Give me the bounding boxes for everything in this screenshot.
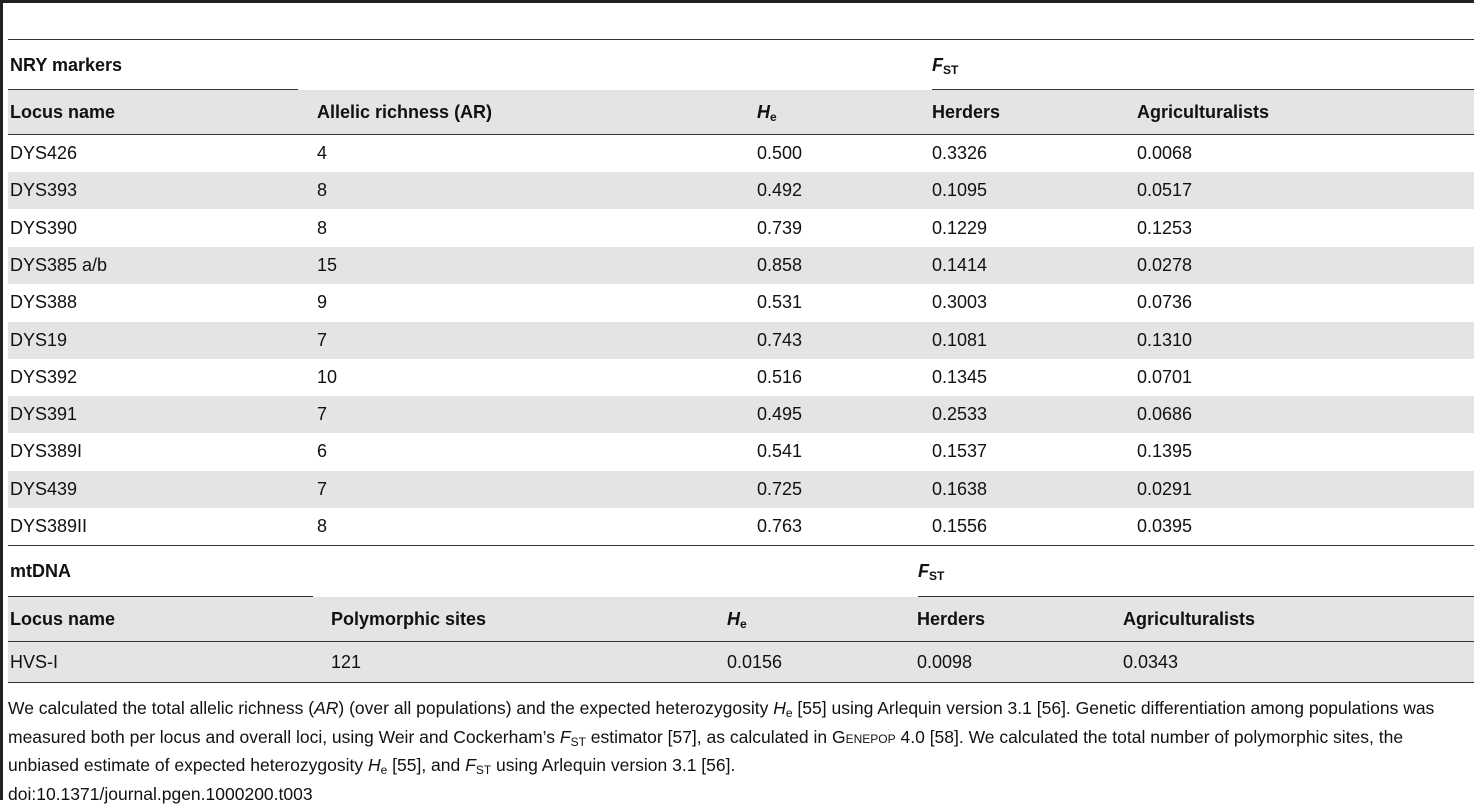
nry-header-ar: Allelic richness (AR) (317, 90, 492, 134)
mtdna-header-herders: Herders (917, 597, 985, 641)
nry-locus-cell: DYS389I (10, 433, 82, 470)
nry-he-cell: 0.492 (757, 172, 802, 209)
nry-locus-cell: DYS392 (10, 359, 77, 396)
table-row (8, 508, 1474, 545)
nry-ar-cell: 8 (317, 172, 327, 209)
mtdna-header-agri: Agriculturalists (1123, 597, 1255, 641)
nry-herders-cell: 0.1229 (932, 210, 987, 247)
nry-ar-cell: 10 (317, 359, 337, 396)
nry-locus-cell: DYS390 (10, 210, 77, 247)
nry-herders-cell: 0.1414 (932, 247, 987, 284)
nry-locus-cell: DYS439 (10, 471, 77, 508)
mtdna-section-label: mtDNA (10, 546, 71, 596)
mtdna-header-sites: Polymorphic sites (331, 597, 486, 641)
mtdna-he-cell: 0.0156 (727, 642, 782, 682)
nry-agri-cell: 0.1395 (1137, 433, 1192, 470)
nry-he-cell: 0.531 (757, 284, 802, 321)
nry-fst-label: $F_{ST}$ (932, 40, 958, 90)
nry-ar-cell: 7 (317, 471, 327, 508)
nry-herders-cell: 0.1638 (932, 471, 987, 508)
nry-he-cell: 0.858 (757, 247, 802, 284)
table-bottom-rule (8, 682, 1474, 683)
nry-locus-cell: DYS393 (10, 172, 77, 209)
nry-ar-cell: 8 (317, 210, 327, 247)
nry-header-herders: Herders (932, 90, 1000, 134)
mtdna-header-row (8, 597, 1474, 641)
nry-header-agri: Agriculturalists (1137, 90, 1269, 134)
nry-agri-cell: 0.0736 (1137, 284, 1192, 321)
mtdna-header-locus: Locus name (10, 597, 115, 641)
table-row (8, 172, 1474, 209)
table-row (8, 135, 1474, 172)
nry-herders-cell: 0.3003 (932, 284, 987, 321)
nry-section-label: NRY markers (10, 40, 122, 90)
nry-he-cell: 0.739 (757, 210, 802, 247)
table-row (8, 433, 1474, 470)
mtdna-header-he: $H_e$ (727, 597, 747, 641)
nry-herders-cell: 0.1081 (932, 322, 987, 359)
nry-herders-cell: 0.1345 (932, 359, 987, 396)
footnote-text: We calculated the total allelic richness (AR) (over all populations) and the expected heterozygosity $H_e$ [55] using Arlequin version 3.1 [56]. Genetic differentiation among populations was measured both per locus and overall loci, using Weir and Cockerham’s $F_{ST}$ estimator [57], as calculated in Genepop 4.0 [58]. We calculated the total number of polymorphic sites, the unbiased estimate of expected heterozygosity $H_e$ [55], and $F_{ST}$ using Arlequin version 3.1 [56]. (8, 697, 1470, 783)
nry-herders-cell: 0.1095 (932, 172, 987, 209)
nry-ar-cell: 6 (317, 433, 327, 470)
table-row (8, 471, 1474, 508)
left-border (0, 0, 3, 800)
nry-agri-cell: 0.0278 (1137, 247, 1192, 284)
nry-herders-cell: 0.1556 (932, 508, 987, 545)
nry-ar-cell: 7 (317, 322, 327, 359)
table-row (8, 642, 1474, 682)
nry-herders-cell: 0.3326 (932, 135, 987, 172)
table-row (8, 247, 1474, 284)
table-row (8, 359, 1474, 396)
nry-ar-cell: 9 (317, 284, 327, 321)
nry-agri-cell: 0.0701 (1137, 359, 1192, 396)
nry-header-he: $H_e$ (757, 90, 777, 134)
mtdna-herders-cell: 0.0098 (917, 642, 972, 682)
nry-agri-cell: 0.0517 (1137, 172, 1192, 209)
mtdna-section-row (8, 546, 1474, 596)
table-row (8, 396, 1474, 433)
nry-header-locus: Locus name (10, 90, 115, 134)
nry-locus-cell: DYS388 (10, 284, 77, 321)
nry-he-cell: 0.500 (757, 135, 802, 172)
nry-ar-cell: 15 (317, 247, 337, 284)
nry-section-row (8, 40, 1474, 90)
nry-agri-cell: 0.1310 (1137, 322, 1192, 359)
table-footnote (8, 697, 1470, 806)
nry-header-row (8, 90, 1474, 134)
nry-ar-cell: 4 (317, 135, 327, 172)
nry-he-cell: 0.495 (757, 396, 802, 433)
table-row (8, 322, 1474, 359)
nry-locus-cell: DYS426 (10, 135, 77, 172)
nry-agri-cell: 0.1253 (1137, 210, 1192, 247)
nry-herders-cell: 0.1537 (932, 433, 987, 470)
top-border (0, 0, 1474, 3)
nry-he-cell: 0.725 (757, 471, 802, 508)
nry-he-cell: 0.516 (757, 359, 802, 396)
doi-text: doi:10.1371/journal.pgen.1000200.t003 (8, 783, 1470, 806)
nry-herders-cell: 0.2533 (932, 396, 987, 433)
table-row (8, 284, 1474, 321)
mtdna-agri-cell: 0.0343 (1123, 642, 1178, 682)
nry-he-cell: 0.763 (757, 508, 802, 545)
mtdna-locus-cell: HVS-I (10, 642, 58, 682)
nry-locus-cell: DYS391 (10, 396, 77, 433)
nry-locus-cell: DYS385 a/b (10, 247, 107, 284)
nry-agri-cell: 0.0395 (1137, 508, 1192, 545)
table-row (8, 210, 1474, 247)
nry-he-cell: 0.743 (757, 322, 802, 359)
nry-ar-cell: 7 (317, 396, 327, 433)
nry-agri-cell: 0.0686 (1137, 396, 1192, 433)
nry-agri-cell: 0.0068 (1137, 135, 1192, 172)
nry-he-cell: 0.541 (757, 433, 802, 470)
nry-ar-cell: 8 (317, 508, 327, 545)
mtdna-fst-label: $F_{ST}$ (918, 546, 944, 596)
mtdna-sites-cell: 121 (331, 642, 361, 682)
nry-agri-cell: 0.0291 (1137, 471, 1192, 508)
nry-locus-cell: DYS19 (10, 322, 67, 359)
nry-locus-cell: DYS389II (10, 508, 87, 545)
